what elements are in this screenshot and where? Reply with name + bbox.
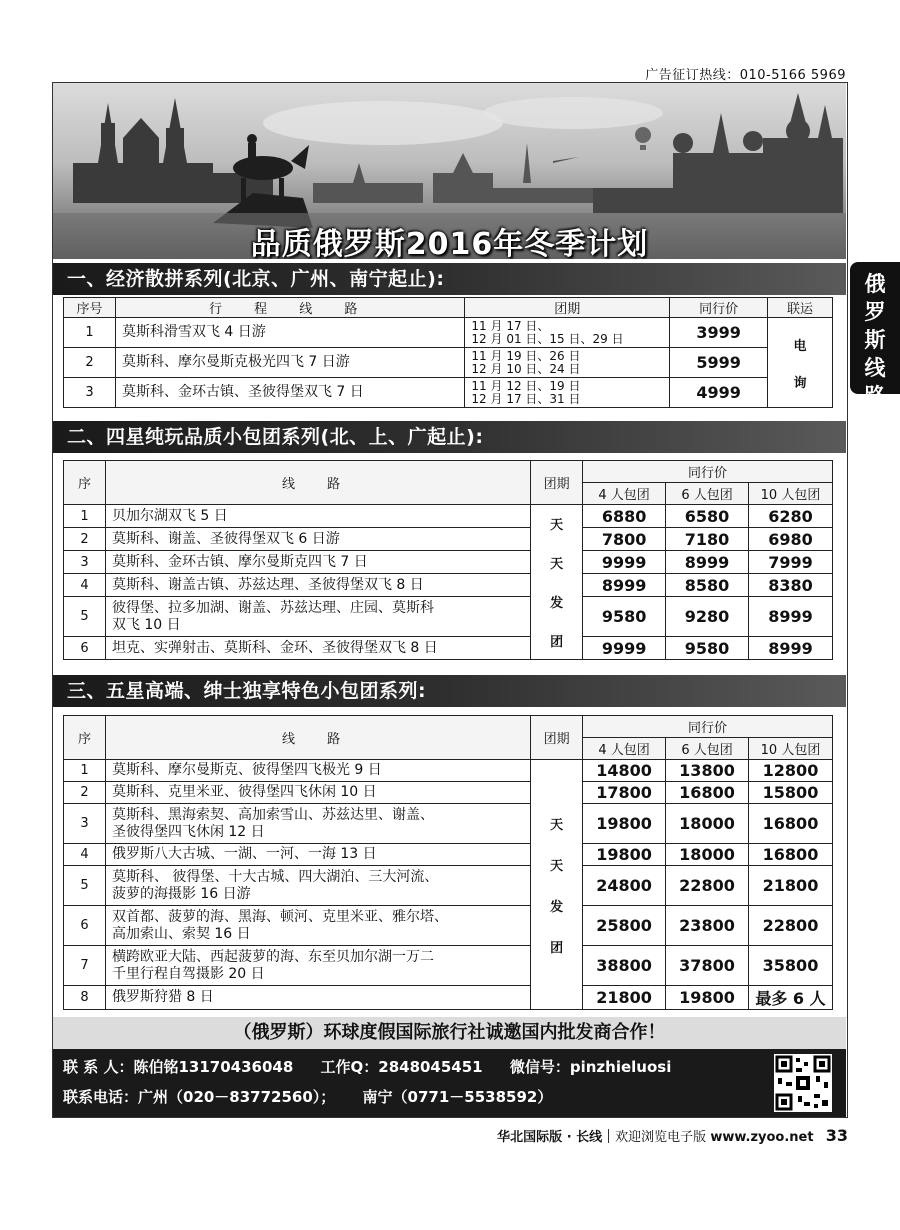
advertisement-frame (52, 82, 848, 1118)
website-link[interactable]: www.zyoo.net (710, 1130, 814, 1145)
banner-title: 品质俄罗斯2016年冬季计划 (250, 227, 649, 259)
table-row: 6 双首都、菠萝的海、黑海、顿河、克里米亚、雅尔塔、 高加索山、索契 16 日 25800 23800 22800 (64, 906, 833, 946)
partner-invitation: （俄罗斯）环球度假国际旅行社诚邀国内批发商合作！ (53, 1017, 846, 1049)
section-1-table (63, 297, 833, 408)
page-number: 33 (825, 1126, 848, 1145)
daily-departure: 天 天 发 团 (531, 760, 583, 1010)
transport-inquiry: 电 询 (768, 318, 833, 408)
work-qq: 工作Q：2848045451 (320, 1058, 483, 1076)
wechat-id: 微信号：pinzhieluosi (509, 1058, 672, 1076)
contact-person: 联 系 人：陈伯铭13170436048 (63, 1058, 294, 1076)
section-3-header: 三、五星高端、绅士独享特色小包团系列: (53, 675, 846, 707)
section-2-table: 序 线 路 团期 同行价 4 人包团 6 人包团 10 人包团 1 贝加尔湖双飞 5 日 天 天 发 团 6880 6580 6280 2 莫斯科、谢盖、圣彼得堡双飞 6 日游 7800 7180 6980 3 莫斯科、金环古镇、摩尔曼斯克四飞 7 日 9999 8999 7999 4 莫斯科、谢盖古镇、苏兹达理、圣彼得堡双飞 8 日 8999 8580 8380 5 彼得堡、拉多加湖、谢盖、苏兹达理、庄园、莫斯科 双飞 10 日 9580 9280 8999 6 坦克、实弹射击、莫斯科、金环、圣彼得堡双飞 8 日 9999 9580 8999 (63, 460, 833, 660)
table-row: 2 莫斯科、克里米亚、彼得堡四飞休闲 10 日 17800 16800 15800 (64, 782, 833, 804)
page-footer (497, 1126, 848, 1145)
phone-guangzhou: 联系电话：广州（020－83772560）； (63, 1088, 336, 1106)
table-row: 5 莫斯科、 彼得堡、十大古城、四大湖泊、三大河流、 菠萝的海摄影 16 日游 24800 22800 21800 (64, 866, 833, 906)
qr-code-icon (774, 1054, 832, 1112)
table-row: 1 莫斯科滑雪双飞 4 日游 11 月 17 日、 12 月 01 日、15 日、29 日 3999 电 询 (64, 318, 833, 348)
table-row: 3 莫斯科、金环古镇、圣彼得堡双飞 7 日 11 月 12 日、19 日 12 月 17 日、31 日 4999 (64, 378, 833, 408)
browse-label: 欢迎浏览电子版 (615, 1130, 707, 1145)
col-header-transport: 联运 (768, 298, 833, 318)
section-2-header: 二、四星纯玩品质小包团系列(北、上、广起止): (53, 421, 846, 453)
banner (53, 83, 846, 259)
table-row: 3 莫斯科、黑海索契、高加索雪山、苏兹达里、谢盖、 圣彼得堡四飞休闲 12 日 19800 18000 16800 (64, 804, 833, 844)
daily-departure: 天 天 发 团 (531, 505, 583, 660)
table-row: 1 莫斯科、摩尔曼斯克、彼得堡四飞极光 9 日 天 天 发 团 14800 13800 12800 (64, 760, 833, 782)
table-row: 7 横跨欧亚大陆、西起菠萝的海、东至贝加尔湖一万二 千里行程自驾摄影 20 日 38800 37800 35800 (64, 946, 833, 986)
table-row: 4 俄罗斯八大古城、一湖、一河、一海 13 日 19800 18000 16800 (64, 844, 833, 866)
contact-bar (53, 1049, 846, 1117)
table-row: 4 莫斯科、谢盖古镇、苏兹达理、圣彼得堡双飞 8 日 8999 8580 8380 (64, 574, 833, 597)
side-tab-russia-routes: 俄 罗 斯 线 路 (850, 262, 900, 394)
table-row: 3 莫斯科、金环古镇、摩尔曼斯克四飞 7 日 9999 8999 7999 (64, 551, 833, 574)
ad-hotline: 广告征订热线：010-5166 5969 (645, 68, 846, 83)
table-row: 5 彼得堡、拉多加湖、谢盖、苏兹达理、庄园、莫斯科 双飞 10 日 9580 9280 8999 (64, 597, 833, 637)
col-header-dates: 团期 (465, 298, 670, 318)
col-header-route: 行 程 线 路 (115, 298, 464, 318)
section-1-header: 一、经济散拼系列(北京、广州、南宁起止): (53, 263, 846, 295)
col-header-price: 同行价 (670, 298, 768, 318)
edition-label: 华北国际版 · 长线 (497, 1130, 603, 1145)
col-header-no: 序号 (64, 298, 116, 318)
table-row: 2 莫斯科、摩尔曼斯克极光四飞 7 日游 11 月 19 日、26 日 12 月 10 日、24 日 5999 (64, 348, 833, 378)
table-row: 1 贝加尔湖双飞 5 日 天 天 发 团 6880 6580 6280 (64, 505, 833, 528)
section-3-table: 序 线 路 团期 同行价 4 人包团 6 人包团 10 人包团 1 莫斯科、摩尔曼斯克、彼得堡四飞极光 9 日 天 天 发 团 14800 13800 12800 2 莫斯科、克里米亚、彼得堡四飞休闲 10 日 17800 16800 15800 3 莫斯科、黑海索契、高加索雪山、苏兹达里、谢盖、 圣彼得堡四飞休闲 12 日 19800 18000 16800 4 俄罗斯八大古城、一湖、一河、一海 13 日 19800 18000 16800 5 莫斯科、 彼得堡、十大古城、四大湖泊、三大河流、 菠萝的海摄影 16 日游 24800 22800 21800 6 双首都、菠萝的海、黑海、顿河、克里米亚、雅尔塔、 高加索山、索契 16 日 25800 23800 22800 7 横跨欧亚大陆、西起菠萝的海、东至贝加尔湖一万二 千里行程自驾摄影 20 日 38800 37800 35800 8 俄罗斯狩猎 8 日 21800 19800 最多 6 人 (63, 715, 833, 1010)
table-row: 2 莫斯科、谢盖、圣彼得堡双飞 6 日游 7800 7180 6980 (64, 528, 833, 551)
table-row: 8 俄罗斯狩猎 8 日 21800 19800 最多 6 人 (64, 986, 833, 1010)
phone-nanning: 南宁（0771－5538592） (362, 1088, 553, 1106)
table-row: 6 坦克、实弹射击、莫斯科、金环、圣彼得堡双飞 8 日 9999 9580 8999 (64, 637, 833, 660)
